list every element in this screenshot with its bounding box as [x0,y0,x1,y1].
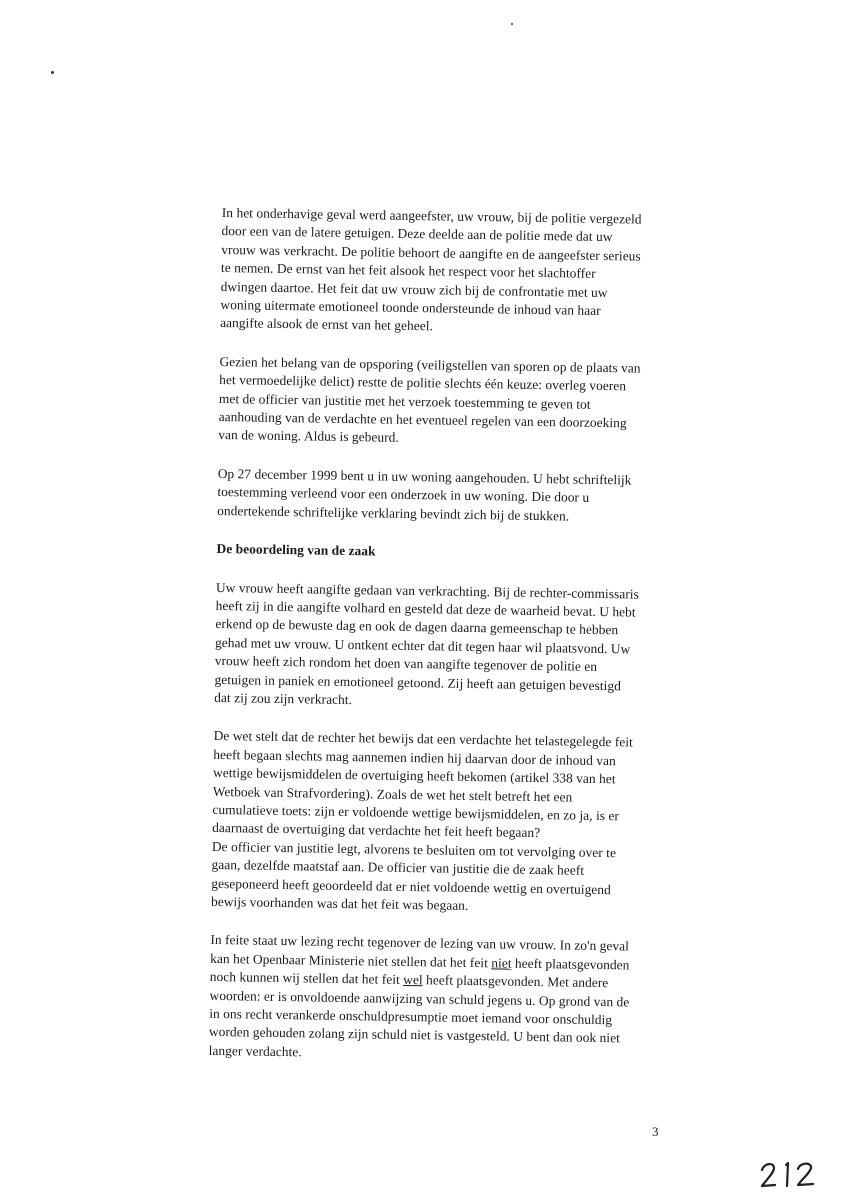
text-line: wettige bewijsmiddelen de overtuiging heeft bekomen (artikel 338 van het [212,765,616,787]
text-line: vrouw was verkracht. De politie behoort de aangifte en de aangeefster serieus [221,241,641,264]
text-line: dat zij zou zijn verkracht. [214,689,353,708]
text-line: In feite staat uw lezing recht tegenover de lezing van uw vrouw. In zo'n geval [210,932,630,954]
text-fragment: heeft plaatsgevonden [511,955,630,973]
paragraph-report [214,578,716,715]
text-fragment: kan het Openbaar Ministerie niet stellen dat het feit [210,950,492,971]
text-line: Uw vrouw heeft aangifte gedaan van verkrachting. Bij de rechter-commissaris [215,579,639,602]
text-line: langer verdachte. [208,1042,302,1060]
text-line: te nemen. De ernst van het feit alsook het respect voor het slachtoffer [220,260,596,282]
text-line: Gezien het belang van de opsporing (veiligstellen van sporen op de plaats van [219,353,641,376]
underlined-word: niet [491,955,512,971]
paragraph-incident [220,204,722,341]
text-line: heeft zij in die aangifte volhard en gesteld dat deze de waarheid bevat. U hebt [215,597,636,620]
text-line: ondertekende schriftelijke verklaring bevindt zich bij de stukken. [217,502,570,524]
text-line: cumulatieve toets: zijn er voldoende wettige bewijsmiddelen, en zo ja, is er [212,801,620,824]
text-fragment: heeft plaatsgevonden. Met andere [422,972,609,991]
text-line: dwingen daartoe. Het feit dat uw vrouw zich bij de confrontatie met uw [220,278,608,300]
text-line: door een van de latere getuigen. Deze deelde aan de politie mede dat uw [221,223,613,245]
text-line: getuigen in paniek en emotioneel getoond. Zij heeft aan getuigen bevestigd [214,671,622,693]
text-fragment: noch kunnen wij stellen dat het feit [209,969,404,988]
text-line: het vermoedelijke delict) restte de politie slechts één keuze: overleg voeren [219,372,627,394]
handwritten-page-number [760,1158,820,1188]
text-line: aangifte alsook de ernst van het geheel. [220,315,434,334]
scan-speck [51,71,54,74]
text-line: van de woning. Aldus is gebeurd. [218,427,399,446]
text-line: woning uitermate emotioneel toonde ondersteunde de inhoud van haar [220,297,601,318]
paragraph-investigation [218,353,719,453]
text-line: De wet stelt dat de rechter het bewijs dat een verdachte het telastegelegde feit [213,728,634,750]
paragraph-law [211,727,714,919]
text-line: erkend op de bewuste dag en ook de dagen daarna gemeenschap te hebben [215,616,619,638]
text-line: aanhouding van de verdachte en het eventueel regelen van een doorzoeking [218,409,627,431]
text-line: worden gehouden zolang zijn schuld niet is vastgesteld. U bent dan ook niet [208,1024,621,1046]
text-line: Op 27 december 1999 bent u in uw woning aangehouden. U hebt schriftelijk [217,465,632,488]
text-line: De officier van justitie legt, alvorens te besluiten om tot vervolging over te [211,838,617,861]
text-line: toestemming verleend voor een onderzoek in uw woning. Die door u [217,484,590,506]
underlined-word: wel [403,972,423,988]
text-line: gaan, dezelfde maatstaf aan. De officier van justitie die de zaak heeft [211,857,585,878]
text-line: in ons recht verankerde onschuldpresumptie moet iemand voor onschuldig [209,1005,613,1028]
page-number: 3 [652,1124,659,1139]
text-line: heeft begaan slechts mag aannemen indien hij daarvan door de inhoud van [213,746,616,769]
text-line: daarnaast de overtuiging dat verdachte het feit heeft begaan? [212,820,541,841]
text-line: met de officier van justitie met het verzoek toestemming te geven tot [218,390,591,412]
scan-speck [511,23,513,25]
text-line: In het onderhavige geval werd aangeefster, uw vrouw, bij de politie vergezeld [221,204,642,227]
paragraph-conclusion [209,931,711,1068]
text-line: geseponeerd heeft geoordeeld dat er niet voldoende wettig en overtuigend [211,875,611,897]
text-line: bewijs voorhanden was dat het feit was begaan. [210,893,469,913]
text-line: Wetboek van Strafvordering). Zoals de wet het stelt betreft het een [212,783,573,805]
text-line: vrouw heeft zich rondom het doen van aangifte tegenover de politie en [214,653,598,675]
section-heading: De beoordeling van de zaak [216,541,376,559]
text-line: woorden: er is onvoldoende aanwijzing van schuld jegens u. Op grond van de [209,987,630,1010]
letter-body [208,204,722,1088]
paragraph-arrest [217,465,718,528]
text-line: gehad met uw vrouw. U ontkent echter dat dit tegen haar wil plaatsvond. Uw [214,634,631,657]
